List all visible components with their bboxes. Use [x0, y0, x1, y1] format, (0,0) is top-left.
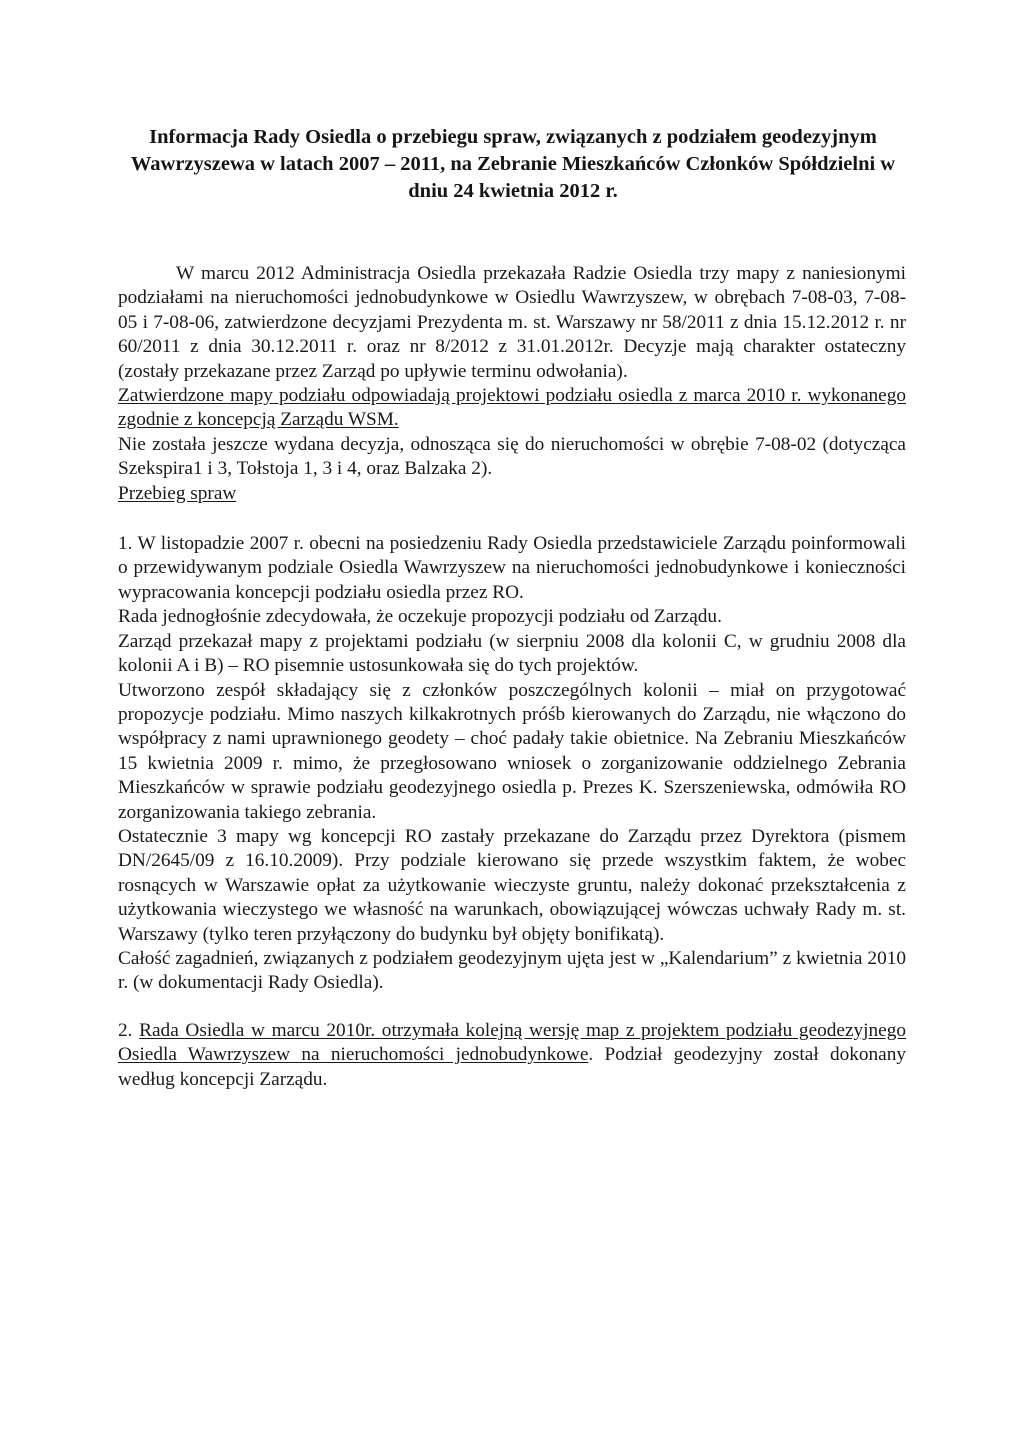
- item-1-line: Całość zagadnień, związanych z podziałem geodezyjnym ujęta jest w „Kalendarium” z kwietnia 2010 r. (w dokumentacji Rady Osiedla).: [118, 947, 906, 994]
- item-1-line: 1. W listopadzie 2007 r. obecni na posiedzeniu Rady Osiedla przedstawiciele Zarządu poinformowali o przewidywanym podziale Osiedla Wawrzyszew na nieruchomości jednobudynkowe i konieczności wypracowania koncepcji podziału osiedla przez RO.: [118, 533, 906, 603]
- document-title: Informacja Rady Osiedla o przebiegu spraw, związanych z podziałem geodezyjnym Wawrzyszewa w latach 2007 – 2011, na Zebranie Mieszkańców Członków Spółdzielni w dniu 24 kwietnia 2012 r.: [130, 126, 896, 202]
- item-1-line: Rada jednogłośnie zdecydowała, że oczekuje propozycji podziału od Zarządu.: [118, 606, 722, 628]
- item-2: [118, 1019, 906, 1092]
- intro-underlined-note: Zatwierdzone mapy podziału odpowiadają projektowi podziału osiedla z marca 2010 r. wykonanego zgodnie z koncepcją Zarządu WSM.: [118, 385, 906, 431]
- item-1-line: Ostatecznie 3 mapy wg koncepcji RO zastały przekazane do Zarządu przez Dyrektora (pismem DN/2645/09 z 16.10.2009). Przy podziale kierowano się przede wszystkim faktem, że wobec rosnących w Warszawie opłat za użytkowanie wieczyste gruntu, należy dokonać przekształcenia z użytkowania wieczystego we własność na warunkach, obowiązującej wówczas uchwały Rady m. st. Warszawy (tylko teren przyłączony do budynku był objęty bonifikatą).: [118, 825, 906, 945]
- item-1: [118, 532, 906, 996]
- item-1-line: Zarząd przekazał mapy z projektami podziału (w sierpniu 2008 dla kolonii C, w grudniu 2008 dla kolonii A i B) – RO pisemnie ustosunkowała się do tych projektów.: [118, 630, 906, 677]
- section-label: Przebieg spraw: [118, 482, 237, 504]
- item-1-line: Utworzono zespół składający się z członków poszczególnych kolonii – miał on przygotować propozycje podziału. Mimo naszych kilkakrotnych próśb kierowanych do Zarządu, nie włączono do współpracy z nami uprawnionego geodety – choć padały takie obietnice. Na Zebraniu Mieszkańców 15 kwietnia 2009 r. mimo, że przegłosowano wniosek o zorganizowanie oddzielnego Zebrania Mieszkańców w sprawie podziału geodezyjnego osiedla p. Prezes K. Szerszeniewska, odmówiła RO zorganizowania takiego zebrania.: [118, 679, 906, 823]
- item-2-number: 2.: [118, 1019, 133, 1041]
- document-body: [118, 262, 906, 1092]
- intro-paragraph-2: Nie została jeszcze wydana decyzja, odnosząca się do nieruchomości w obrębie 7-08-02 (dotycząca Szekspira1 i 3, Tołstoja 1, 3 i 4, oraz Balzaka 2).: [118, 433, 906, 480]
- item-2-underlined-text: Rada Osiedla w marcu 2010r. otrzymała kolejną wersję map z projektem podziału geodezyjnego Osiedla Wawrzyszew na nieruchomości jednobudynkowe: [118, 1019, 906, 1066]
- intro-paragraph: W marcu 2012 Administracja Osiedla przekazała Radzie Osiedla trzy mapy z naniesionymi podziałami na nieruchomości jednobudynkowe w Osiedlu Wawrzyszew, w obrębach 7-08-03, 7-08-05 i 7-08-06, zatwierdzone decyzjami Prezydenta m. st. Warszawy nr 58/2011 z dnia 15.12.2012 r. nr 60/2011 z dnia 30.12.2011 r. oraz nr 8/2012 z 31.01.2012r. Decyzje mają charakter ostateczny (zostały przekazane przez Zarząd po upływie terminu odwołania).: [118, 263, 906, 382]
- item-2-rest-text: . Podział geodezyjny został dokonany według koncepcji Zarządu.: [118, 1044, 906, 1090]
- item-2-paragraph: [118, 1019, 906, 1092]
